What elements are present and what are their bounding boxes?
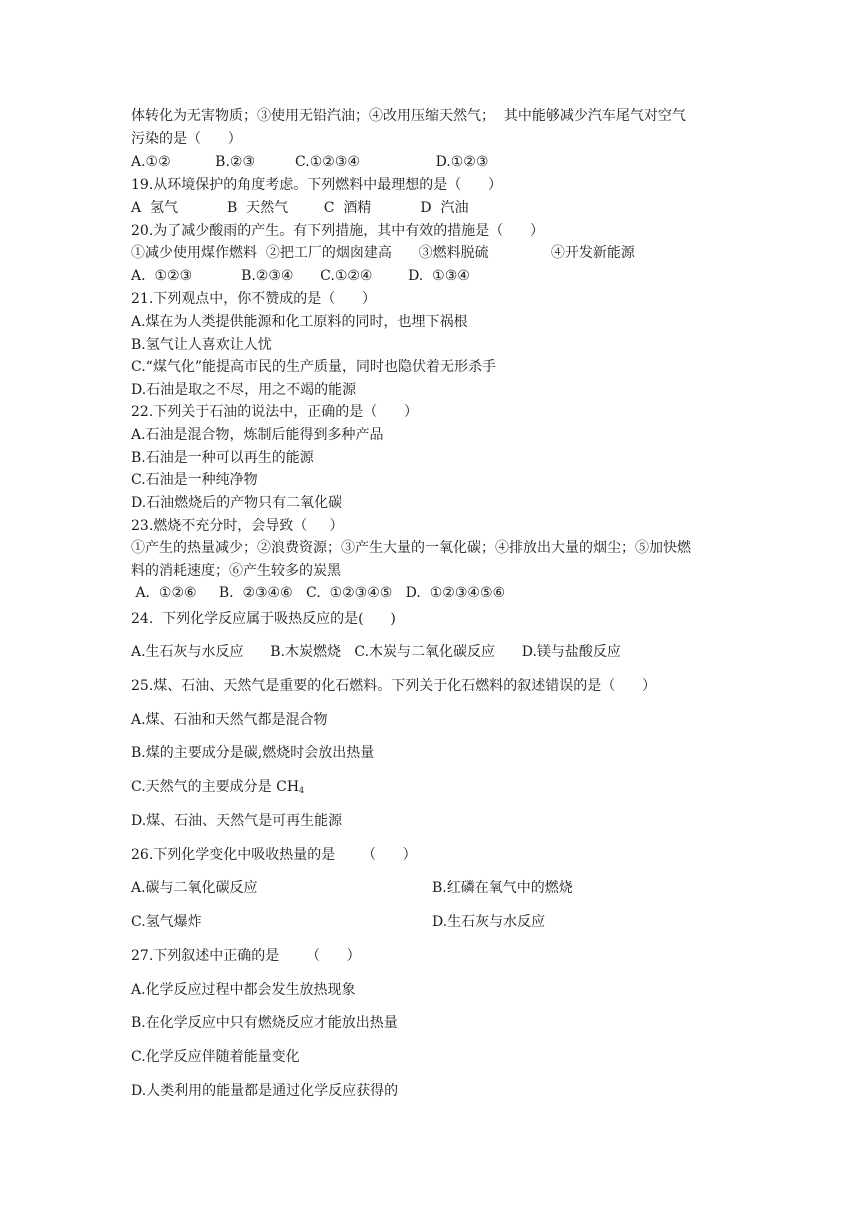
q25-option-d: D.煤、石油、天然气是可再生能源 — [131, 813, 343, 829]
q27-option-a: A.化学反应过程中都会发生放热现象 — [131, 982, 356, 998]
q25-option-c — [131, 777, 304, 801]
q26-option-a: A.碳与二氧化碳反应 — [131, 880, 258, 896]
q27-option-d: D.人类利用的能量都是通过化学反应获得的 — [131, 1083, 399, 1099]
q22-option-c: C.石油是一种纯净物 — [131, 472, 258, 488]
q25-option-a: A.煤、石油和天然气都是混合物 — [131, 712, 328, 728]
q21-option-a: A.煤在为人类提供能源和化工原料的同时，也埋下祸根 — [131, 314, 468, 330]
q21-option-d: D.石油是取之不尽，用之不竭的能源 — [131, 382, 357, 398]
q20-stem: 20.为了减少酸雨的产生。有下列措施，其中有效的措施是（ ） — [131, 223, 544, 239]
q18-options: A.①② B.②③ C.①②③④ D.①②③ — [131, 154, 489, 170]
q18-text-cont: 体转化为无害物质；③使用无铅汽油；④改用压缩天然气； 其中能够减少汽车尾气对空气 — [131, 108, 686, 124]
q22-option-b: B.石油是一种可以再生的能源 — [131, 450, 314, 466]
q20-options: A. ①②③ B.②③④ C.①②④ D. ①③④ — [131, 268, 470, 284]
q23-stem: 23.燃烧不充分时，会导致（ ） — [131, 518, 344, 534]
q23-consequences-cont: 料的消耗速度；⑥产生较多的炭黑 — [131, 563, 341, 579]
q26-option-b: B.红磷在氧气中的燃烧 — [432, 880, 573, 896]
q19-stem: 19.从环境保护的角度考虑。下列燃料中最理想的是（ ） — [131, 177, 502, 193]
q21-option-c: C.“煤气化”能提高市民的生产质量，同时也隐伏着无形杀手 — [131, 359, 496, 375]
q19-options: A 氢气 B 天然气 C 酒精 D 汽油 — [131, 200, 469, 216]
q24-options: A.生石灰与水反应 B.木炭燃烧 C.木炭与二氧化碳反应 D.镁与盐酸反应 — [131, 644, 621, 660]
q26-option-c: C.氢气爆炸 — [131, 914, 202, 930]
q21-stem: 21.下列观点中，你不赞成的是（ ） — [131, 291, 376, 307]
methane-subscript: 4 — [299, 786, 305, 795]
q20-measures: ①减少使用煤作燃料 ②把工厂的烟囱建高 ③燃料脱硫 ④开发新能源 — [131, 245, 635, 261]
q25-option-c-text: C.天然气的主要成分是 CH — [131, 779, 300, 795]
q23-options: A. ①②⑥ B. ②③④⑥ C. ①②③④⑤ D. ①②③④⑤⑥ — [131, 585, 506, 601]
q27-option-b: B.在化学反应中只有燃烧反应才能放出热量 — [131, 1015, 398, 1031]
q27-option-c: C.化学反应伴随着能量变化 — [131, 1049, 300, 1065]
q26-stem: 26.下列化学变化中吸收热量的是 （ ） — [131, 847, 417, 863]
q25-option-b: B.煤的主要成分是碳,燃烧时会放出热量 — [131, 745, 375, 761]
q22-option-d: D.石油燃烧后的产物只有二氧化碳 — [131, 495, 343, 511]
q25-stem: 25.煤、石油、天然气是重要的化石燃料。下列关于化石燃料的叙述错误的是（ ） — [131, 678, 656, 694]
q23-consequences: ①产生的热量减少；②浪费资源；③产生大量的一氧化碳；④排放出大量的烟尘；⑤加快燃 — [131, 540, 691, 556]
q18-text-end: 污染的是（ ） — [131, 131, 242, 147]
q21-option-b: B.氢气让人喜欢让人忧 — [131, 337, 272, 353]
q24-stem: 24. 下列化学反应属于吸热反应的是( ) — [131, 611, 396, 627]
q27-stem: 27.下列叙述中正确的是 （ ） — [131, 948, 361, 964]
q26-option-d: D.生石灰与水反应 — [432, 914, 546, 930]
q22-stem: 22.下列关于石油的说法中，正确的是（ ） — [131, 404, 418, 420]
q22-option-a: A.石油是混合物，炼制后能得到多种产品 — [131, 427, 384, 443]
